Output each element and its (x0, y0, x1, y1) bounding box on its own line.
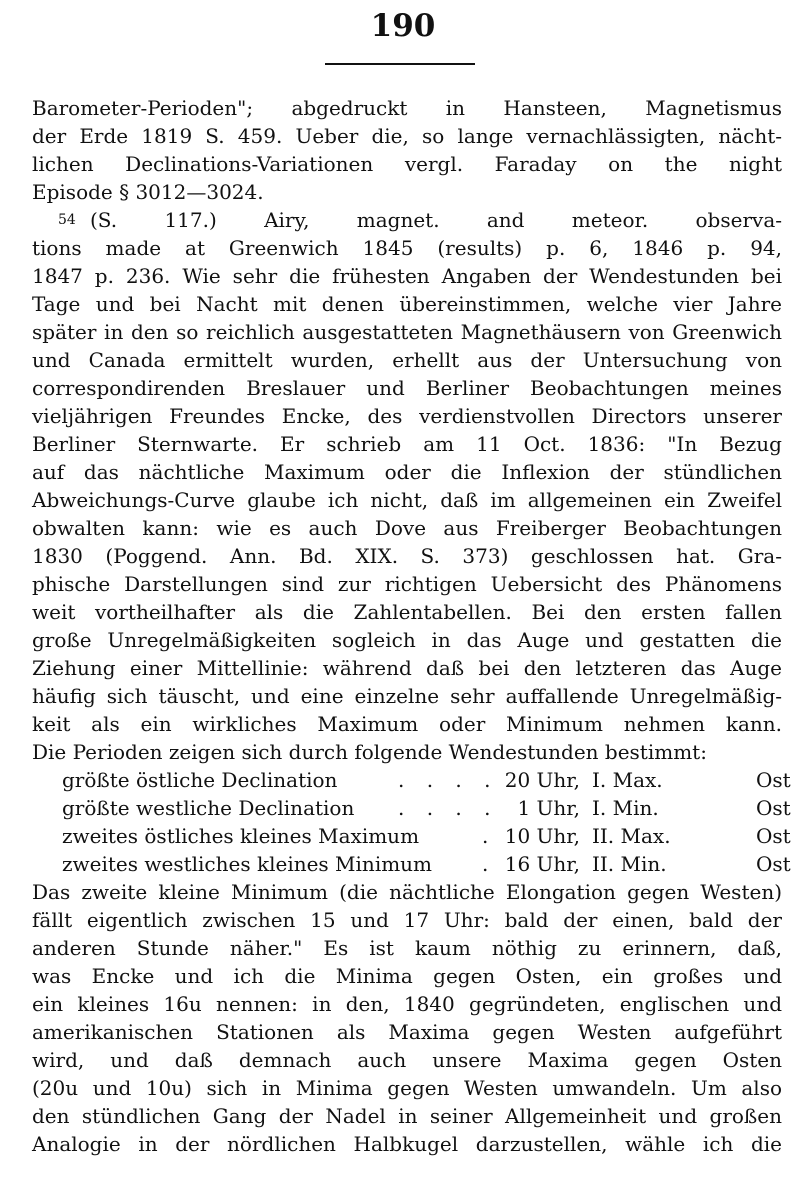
table-dots: . (482, 852, 497, 876)
text-line: Analogie in der nördlichen Halbkugel darzustellen, wähle ich die (32, 1132, 782, 1156)
table-direction: Ost (756, 768, 791, 792)
header-rule (325, 63, 475, 65)
text-line: anderen Stunde näher." Es ist kaum nöthig zu erinnern, daß, (32, 936, 782, 960)
text-line: obwalten kann: wie es auch Dove aus Freiberger Beobachtungen (32, 516, 782, 540)
text-line: den stündlichen Gang der Nadel in seiner Allgemeinheit und großen (32, 1104, 782, 1128)
text-line: Episode § 3012—3024. (32, 180, 264, 204)
text-line: Ziehung einer Mittellinie: während daß bei den letzteren das Auge (32, 656, 782, 680)
declination-table-row (32, 794, 790, 822)
table-label: zweites westliches kleines Minimum (62, 852, 433, 876)
text-line: wird, und daß demnach auch unsere Maxima gegen Osten (32, 1048, 782, 1072)
declination-table-row (32, 766, 790, 794)
table-extreme: I. Min. (592, 796, 659, 820)
text-line: phische Darstellungen sind zur richtigen Uebersicht des Phänomens (32, 572, 782, 596)
table-label: größte westliche Declination (62, 796, 355, 820)
table-extreme: I. Max. (592, 768, 663, 792)
text-line: vieljährigen Freundes Encke, des verdienstvollen Directors unserer (32, 404, 782, 428)
text-line: später in den so reichlich ausgestatteten Magnethäusern von Greenwich (32, 320, 782, 344)
table-direction: Ost (756, 824, 791, 848)
table-hour: 10 Uhr, (504, 824, 580, 848)
text-line: keit als ein wirkliches Maximum oder Minimum nehmen kann. (32, 712, 782, 736)
text-line: große Unregelmäßigkeiten sogleich in das Auge und gestatten die (32, 628, 782, 652)
text-line: und Canada ermittelt wurden, erhellt aus der Untersuchung von (32, 348, 782, 372)
text-line: 1830 (Poggend. Ann. Bd. XIX. S. 373) geschlossen hat. Gra- (32, 544, 782, 568)
table-dots: . . . . (398, 768, 499, 792)
text-line: amerikanischen Stationen als Maxima gegen Westen aufgeführt (32, 1020, 782, 1044)
text-line: 1847 p. 236. Wie sehr die frühesten Angaben der Wendestunden bei (32, 264, 782, 288)
page-number: 190 (370, 8, 436, 44)
text-line: (S. 117.) Airy, magnet. and meteor. observa- (90, 208, 782, 232)
text-line: häufig sich täuscht, und eine einzelne sehr auffallende Unregelmäßig- (32, 684, 782, 708)
declination-table-row (32, 822, 790, 850)
text-line: weit vortheilhafter als die Zahlentabellen. Bei den ersten fallen (32, 600, 782, 624)
text-line: Abweichungs-Curve glaube ich nicht, daß im allgemeinen ein Zweifel (32, 488, 782, 512)
text-line: der Erde 1819 S. 459. Ueber die, so lange vernachlässigten, nächt- (32, 124, 782, 148)
text-line: Die Perioden zeigen sich durch folgende Wendestunden bestimmt: (32, 740, 707, 764)
text-line: tions made at Greenwich 1845 (results) p. 6, 1846 p. 94, (32, 236, 782, 260)
text-line: ein kleines 16u nennen: in den, 1840 gegründeten, englischen und (32, 992, 782, 1016)
text-line: Tage und bei Nacht mit denen übereinstimmen, welche vier Jahre (32, 292, 782, 316)
table-extreme: II. Min. (592, 852, 667, 876)
table-direction: Ost (756, 796, 791, 820)
text-line: Berliner Sternwarte. Er schrieb am 11 Oct. 1836: "In Bezug (32, 432, 782, 456)
table-direction: Ost (756, 852, 791, 876)
table-label: größte östliche Declination (62, 768, 338, 792)
text-line: Barometer-Perioden"; abgedruckt in Hansteen, Magnetismus (32, 96, 782, 120)
text-line: fällt eigentlich zwischen 15 und 17 Uhr: bald der einen, bald der (32, 908, 782, 932)
table-hour: 20 Uhr, (504, 768, 580, 792)
table-dots: . (482, 824, 497, 848)
text-line: correspondirenden Breslauer und Berliner Beobachtungen meines (32, 376, 782, 400)
declination-table-row (32, 850, 790, 878)
table-hour: 1 Uhr, (517, 796, 580, 820)
table-extreme: II. Max. (592, 824, 671, 848)
text-line: auf das nächtliche Maximum oder die Inflexion der stündlichen (32, 460, 782, 484)
footnote-number: 54 (58, 212, 76, 228)
text-line: lichen Declinations-Variationen vergl. Faraday on the night (32, 152, 782, 176)
table-label: zweites östliches kleines Maximum (62, 824, 420, 848)
text-line: Das zweite kleine Minimum (die nächtliche Elongation gegen Westen) (32, 880, 782, 904)
text-line: was Encke und ich die Minima gegen Osten, ein großes und (32, 964, 782, 988)
table-dots: . . . . (398, 796, 499, 820)
text-line: (20u und 10u) sich in Minima gegen Westen umwandeln. Um also (32, 1076, 782, 1100)
table-hour: 16 Uhr, (504, 852, 580, 876)
